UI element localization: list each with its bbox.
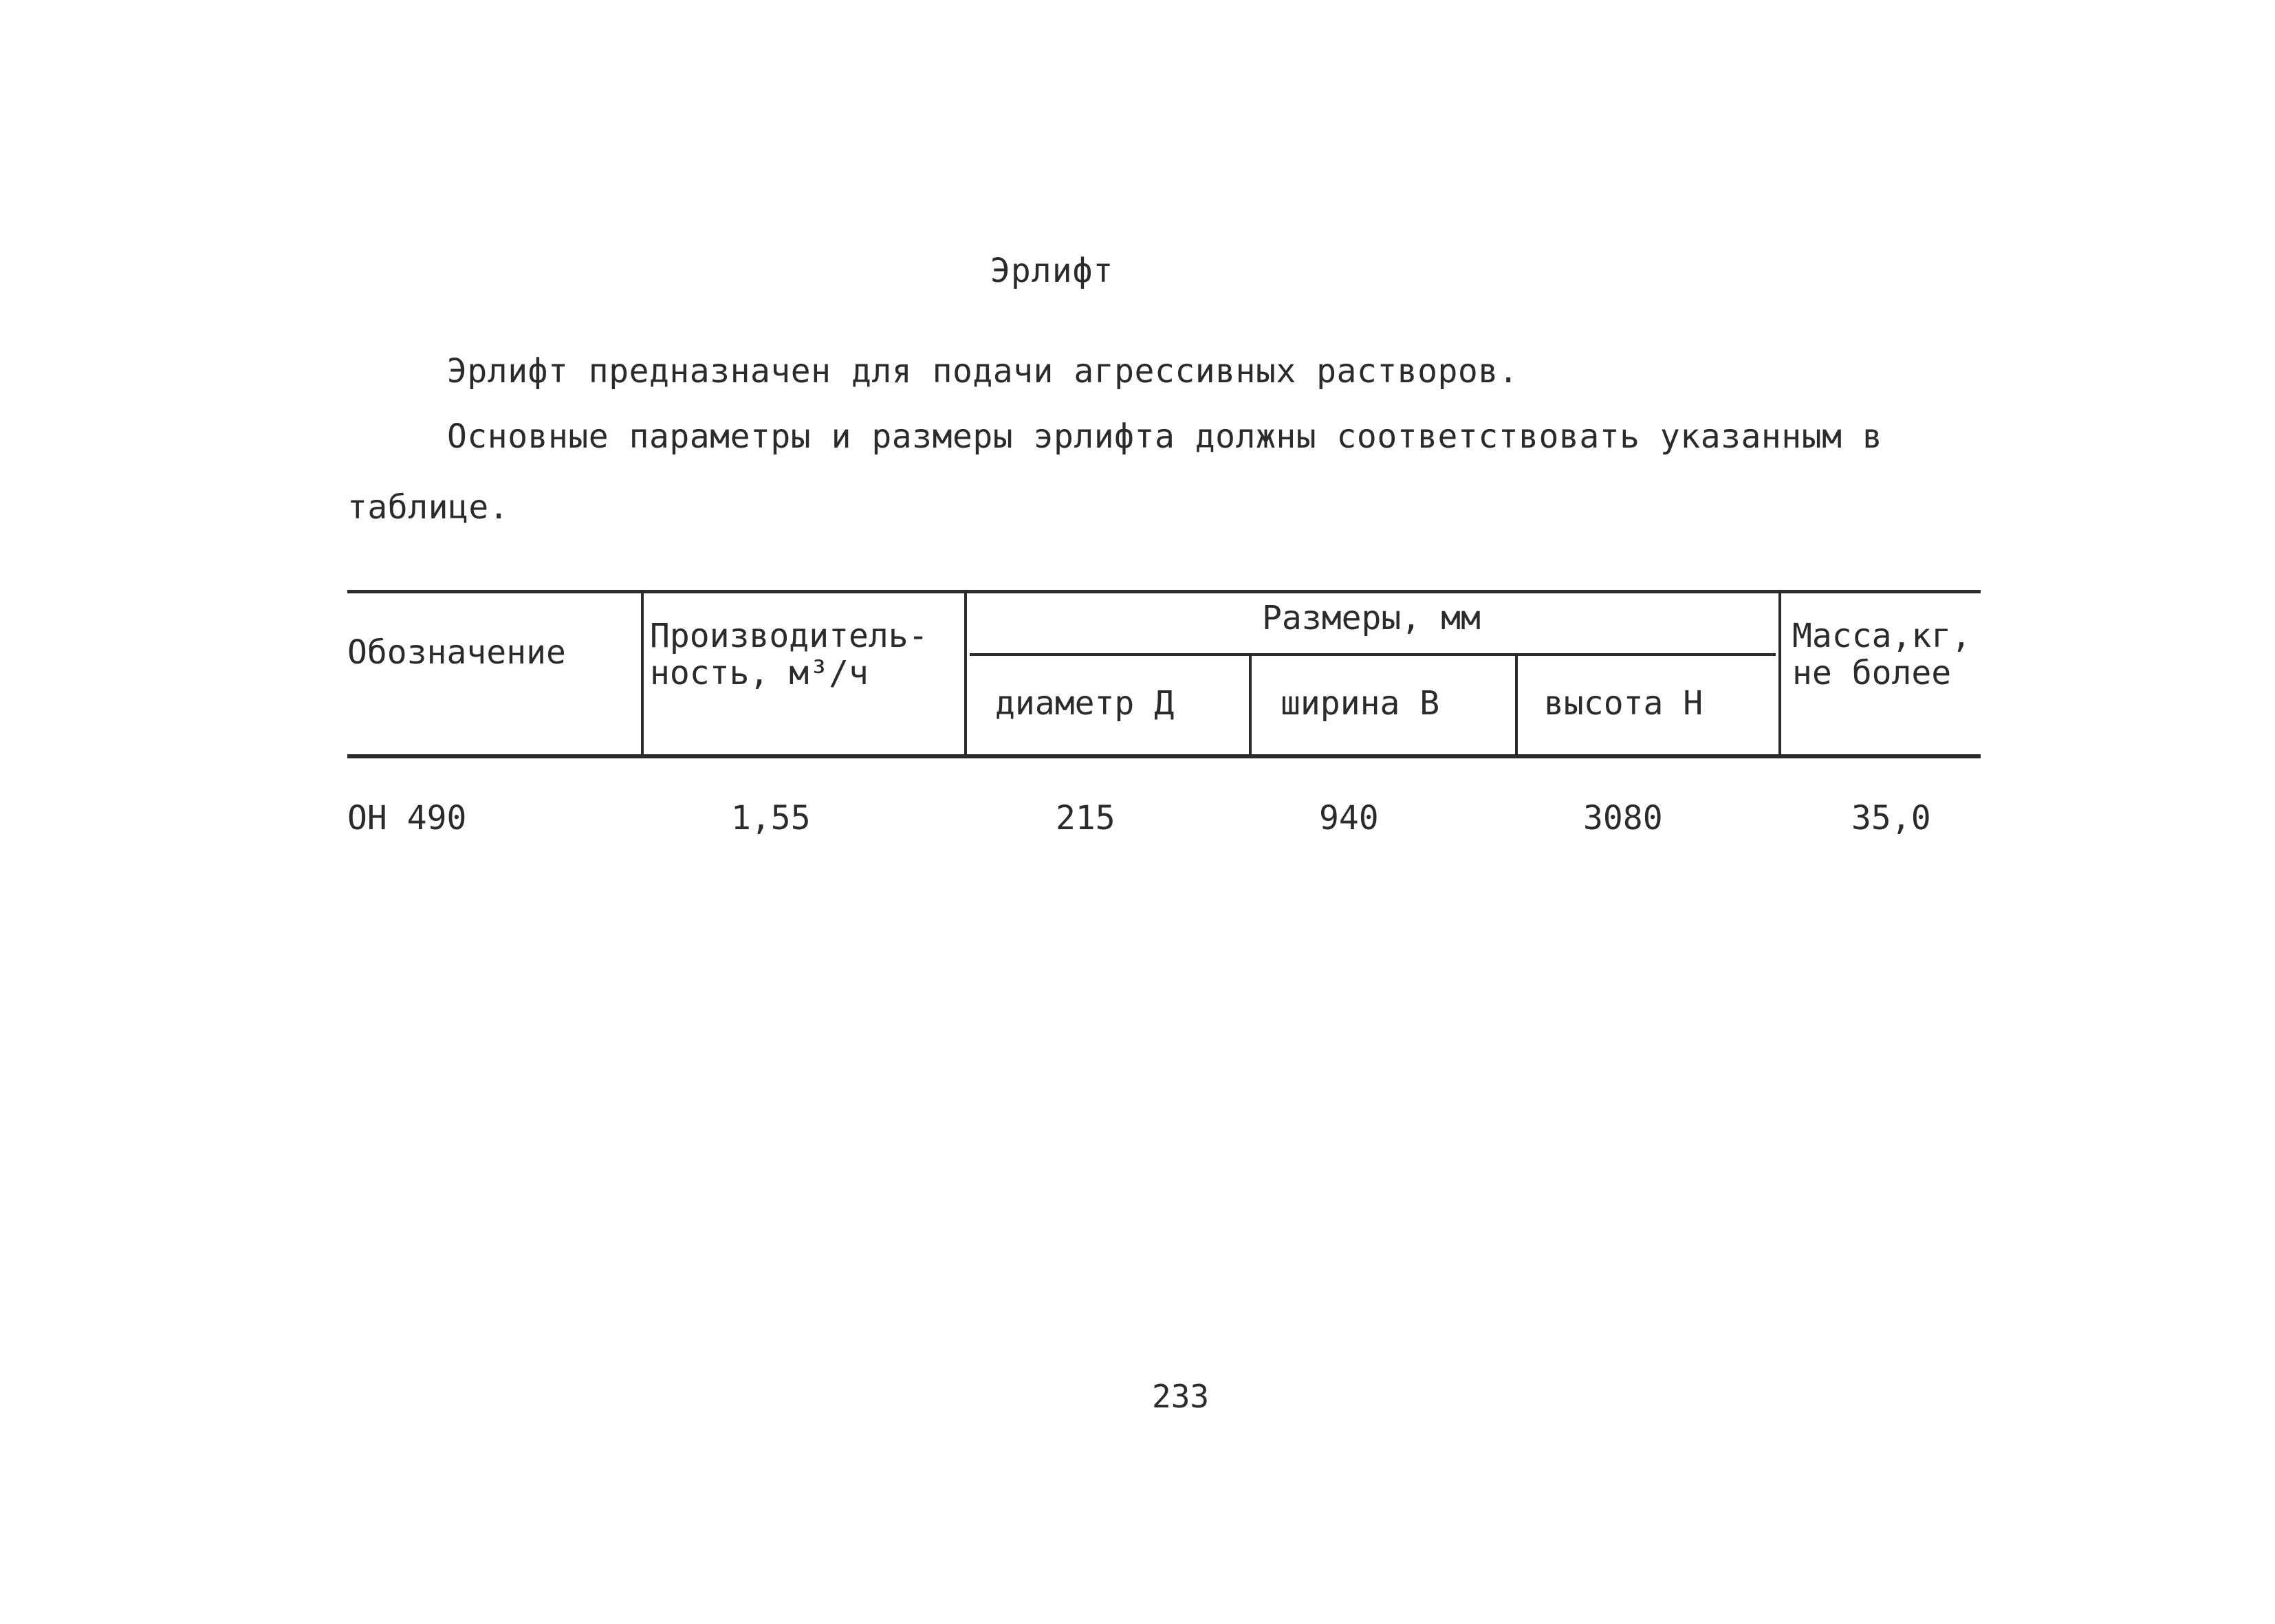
page-number: 233 (1152, 1378, 1210, 1415)
cell-designation: ОН 490 (347, 799, 467, 837)
header-height: высота Н (1544, 684, 1703, 723)
table-column-divider (964, 591, 967, 756)
header-capacity-line2: ность, м³/ч (650, 654, 869, 692)
table-column-divider (641, 591, 644, 756)
header-mass-line2: не более (1792, 654, 1952, 692)
header-designation: Обозначение (347, 633, 566, 672)
header-mass (1792, 617, 1971, 692)
header-capacity (650, 617, 928, 692)
header-capacity-line1: Производитель- (650, 617, 928, 655)
table-column-divider (1515, 655, 1518, 756)
cell-mass: 35,0 (1851, 799, 1931, 837)
header-mass-line1: Масса,кг, (1792, 617, 1972, 655)
paragraph-parameters-continued: таблице. (347, 488, 510, 527)
table-header-bottom-rule (347, 754, 1981, 758)
cell-height: 3080 (1583, 799, 1663, 837)
table-column-divider (1778, 591, 1781, 756)
header-diameter: диаметр Д (995, 684, 1175, 723)
cell-capacity: 1,55 (731, 799, 811, 837)
table-top-rule (347, 590, 1981, 593)
cell-width: 940 (1319, 799, 1379, 837)
document-heading: Эрлифт (990, 252, 1114, 290)
paragraph-parameters: Основные параметры и размеры эрлифта должны соответствовать указанным в (447, 417, 1883, 456)
header-dimensions: Размеры, мм (1262, 599, 1481, 637)
cell-diameter: 215 (1056, 799, 1115, 837)
table-dimensions-rule (970, 653, 1776, 656)
header-width: ширина В (1281, 684, 1440, 723)
paragraph-purpose: Эрлифт предназначен для подачи агрессивных растворов. (447, 352, 1519, 391)
table-column-divider (1249, 655, 1252, 756)
